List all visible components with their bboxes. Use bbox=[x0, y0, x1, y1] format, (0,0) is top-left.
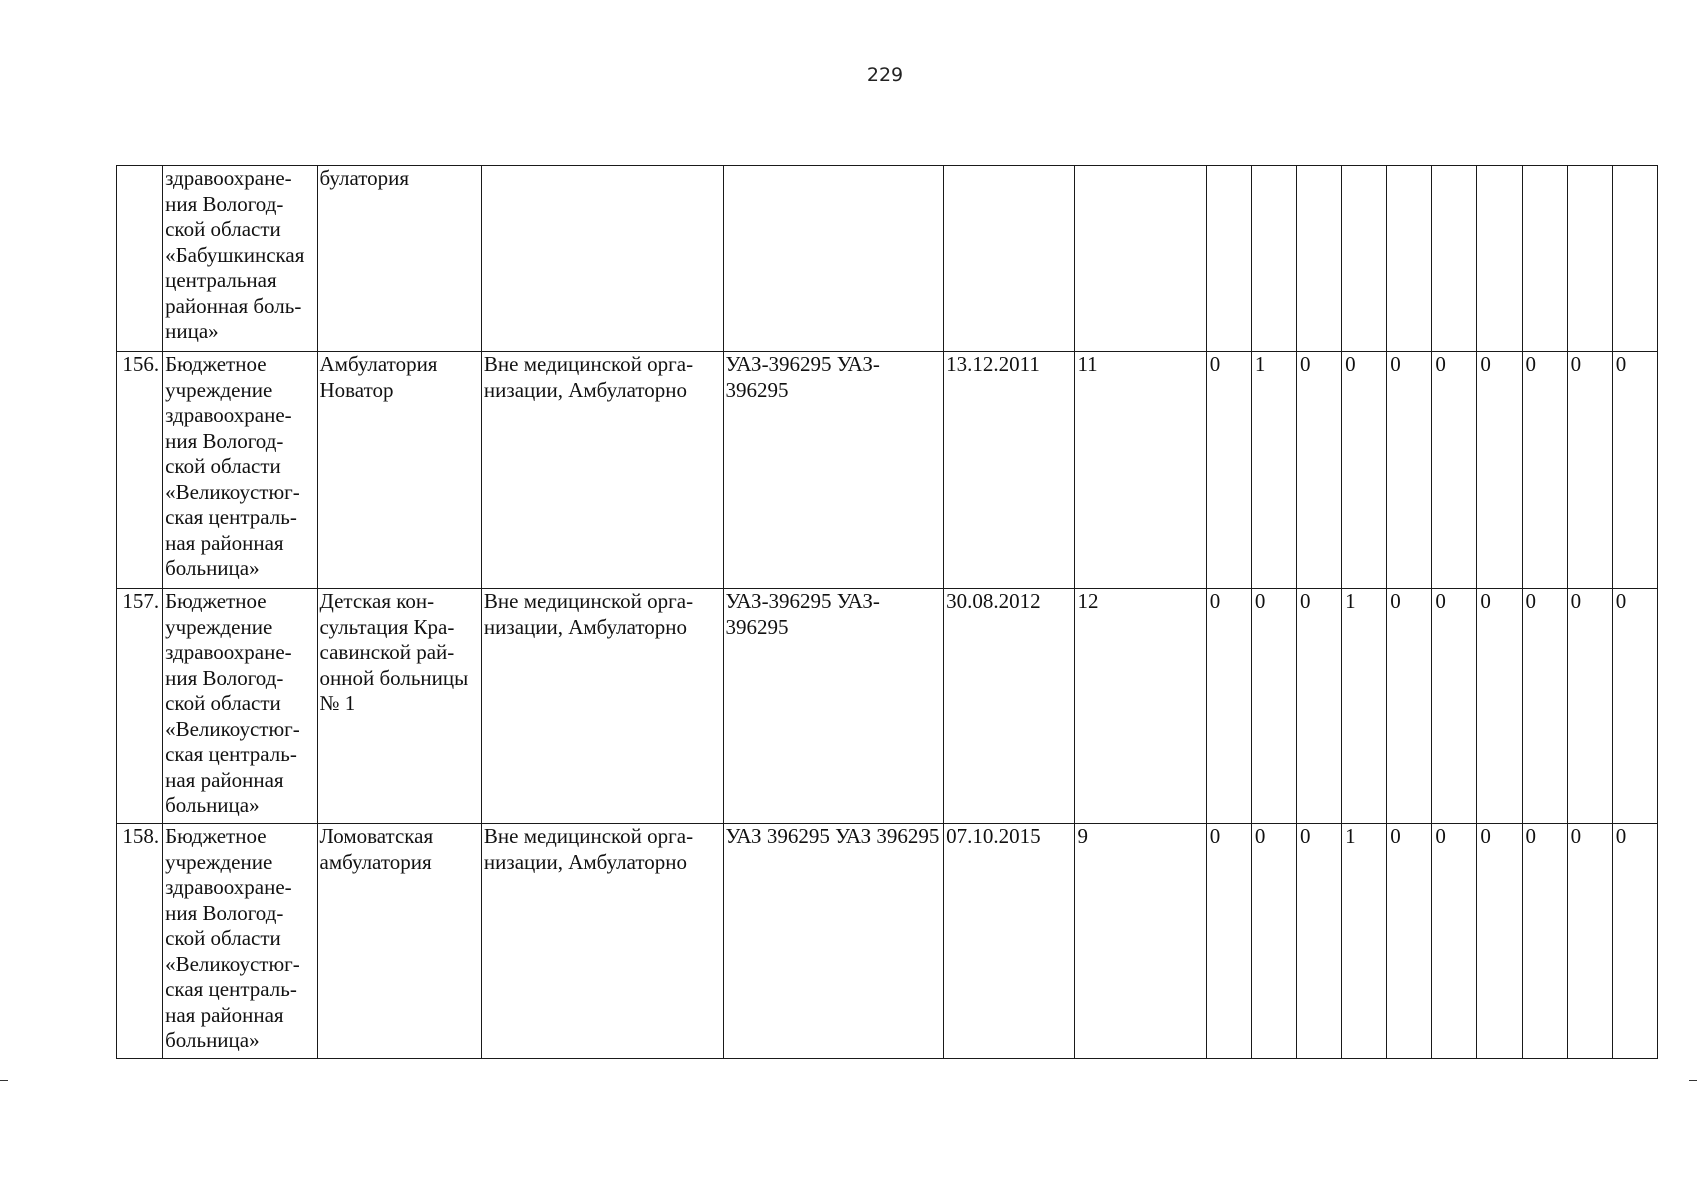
count-cell: 0 bbox=[1477, 589, 1522, 824]
count-cell: 0 bbox=[1206, 352, 1251, 589]
unit-cell: Ломоватская амбулатория bbox=[317, 824, 481, 1059]
table-row bbox=[117, 166, 1658, 352]
location-cell: Вне медицинской орга- низации, Амбулаторно bbox=[481, 352, 723, 589]
count-cell: 0 bbox=[1477, 824, 1522, 1059]
count-cell: 0 bbox=[1522, 824, 1567, 1059]
count-cell: 0 bbox=[1251, 589, 1296, 824]
count-cell: 0 bbox=[1342, 352, 1387, 589]
count-cell bbox=[1567, 166, 1612, 352]
unit-cell: булатория bbox=[317, 166, 481, 352]
row-number bbox=[117, 166, 163, 352]
count-cell: 0 bbox=[1567, 352, 1612, 589]
organization-cell: Бюджетное учреждение здравоохране- ния Вологод- ской области «Великоустюг- ская централь- ная районная больница» bbox=[163, 589, 317, 824]
count-cell: 0 bbox=[1432, 589, 1477, 824]
vehicle-cell: УАЗ-396295 УАЗ- 396295 bbox=[723, 589, 944, 824]
count-cell: 0 bbox=[1567, 589, 1612, 824]
count-cell: 0 bbox=[1387, 352, 1432, 589]
page-number: 229 bbox=[866, 64, 904, 86]
location-cell: Вне медицинской орга- низации, Амбулаторно bbox=[481, 824, 723, 1059]
count-cell: 0 bbox=[1432, 352, 1477, 589]
value-cell: 11 bbox=[1075, 352, 1206, 589]
count-cell: 0 bbox=[1432, 824, 1477, 1059]
trim-mark-right bbox=[1689, 1080, 1697, 1081]
count-cell bbox=[1251, 166, 1296, 352]
count-cell bbox=[1342, 166, 1387, 352]
organization-cell: Бюджетное учреждение здравоохране- ния Вологод- ской области «Великоустюг- ская централь- ная районная больница» bbox=[163, 824, 317, 1059]
count-cell: 0 bbox=[1251, 824, 1296, 1059]
count-cell bbox=[1432, 166, 1477, 352]
value-cell: 9 bbox=[1075, 824, 1206, 1059]
count-cell: 0 bbox=[1206, 589, 1251, 824]
count-cell: 0 bbox=[1296, 824, 1341, 1059]
count-cell bbox=[1612, 166, 1657, 352]
location-cell: Вне медицинской орга- низации, Амбулаторно bbox=[481, 589, 723, 824]
count-cell: 0 bbox=[1612, 824, 1657, 1059]
table-row bbox=[117, 824, 1658, 1059]
vehicle-cell bbox=[723, 166, 944, 352]
count-cell: 1 bbox=[1342, 589, 1387, 824]
date-cell: 30.08.2012 bbox=[944, 589, 1075, 824]
count-cell bbox=[1387, 166, 1432, 352]
count-cell: 0 bbox=[1296, 352, 1341, 589]
date-cell: 13.12.2011 bbox=[944, 352, 1075, 589]
count-cell: 0 bbox=[1387, 824, 1432, 1059]
unit-cell: Амбулатория Новатор bbox=[317, 352, 481, 589]
row-number: 157. bbox=[117, 589, 163, 824]
count-cell: 0 bbox=[1522, 589, 1567, 824]
date-cell bbox=[944, 166, 1075, 352]
count-cell: 0 bbox=[1522, 352, 1567, 589]
date-cell: 07.10.2015 bbox=[944, 824, 1075, 1059]
row-number: 158. bbox=[117, 824, 163, 1059]
table-row bbox=[117, 352, 1658, 589]
count-cell: 0 bbox=[1612, 352, 1657, 589]
count-cell bbox=[1477, 166, 1522, 352]
count-cell: 0 bbox=[1477, 352, 1522, 589]
count-cell: 1 bbox=[1251, 352, 1296, 589]
table-row bbox=[117, 589, 1658, 824]
row-number: 156. bbox=[117, 352, 163, 589]
count-cell: 0 bbox=[1387, 589, 1432, 824]
vehicle-cell: УАЗ-396295 УАЗ- 396295 bbox=[723, 352, 944, 589]
count-cell: 0 bbox=[1567, 824, 1612, 1059]
value-cell: 12 bbox=[1075, 589, 1206, 824]
count-cell bbox=[1206, 166, 1251, 352]
count-cell: 0 bbox=[1296, 589, 1341, 824]
count-cell: 1 bbox=[1342, 824, 1387, 1059]
count-cell: 0 bbox=[1206, 824, 1251, 1059]
count-cell bbox=[1296, 166, 1341, 352]
count-cell: 0 bbox=[1612, 589, 1657, 824]
count-cell bbox=[1522, 166, 1567, 352]
vehicle-table bbox=[116, 165, 1658, 1059]
organization-cell: Бюджетное учреждение здравоохране- ния Вологод- ской области «Великоустюг- ская централь- ная районная больница» bbox=[163, 352, 317, 589]
unit-cell: Детская кон- сультация Кра- савинской рай- онной больницы № 1 bbox=[317, 589, 481, 824]
location-cell bbox=[481, 166, 723, 352]
value-cell bbox=[1075, 166, 1206, 352]
vehicle-cell: УАЗ 396295 УАЗ 396295 bbox=[723, 824, 944, 1059]
trim-mark-left bbox=[0, 1080, 8, 1081]
organization-cell: здравоохране- ния Вологод- ской области «Бабушкинская центральная районная боль- ница» bbox=[163, 166, 317, 352]
